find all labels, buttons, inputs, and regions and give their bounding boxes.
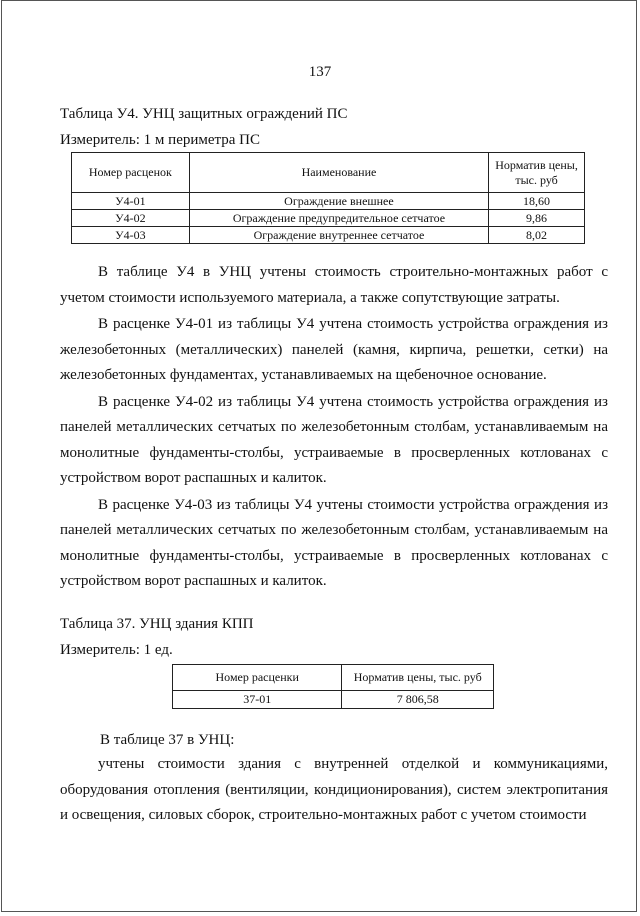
table-row <box>72 210 585 227</box>
rate-price: 9,86 <box>489 210 585 227</box>
table-y4 <box>71 152 585 244</box>
header-name: Наименование <box>189 153 488 193</box>
table-37-unit: Измеритель: 1 ед. <box>60 642 173 658</box>
paragraph: В таблице У4 в УНЦ учтены стоимость строительно-монтажных работ с учетом стоимости используемого материала, а также сопутствующие затраты. <box>60 264 608 306</box>
header-rate-number: Номер расценок <box>72 153 190 193</box>
rate-price: 8,02 <box>489 227 585 244</box>
paragraph: В расценке У4-03 из таблицы У4 учтены стоимости устройства ограждения из панелей металлических сетчатых по железобетонным столбам, устанавливаемым на монолитные фундаменты-столбы, устраиваемые в просверленных котлованах с устройством ворот распашных и калиток. <box>60 496 608 589</box>
rate-price: 7 806,58 <box>342 691 494 709</box>
table-row <box>173 691 494 709</box>
header-price: Норматив цены, тыс. руб <box>342 665 494 691</box>
rate-code: 37-01 <box>173 691 342 709</box>
table-y4-title: Таблица У4. УНЦ защитных ограждений ПС <box>60 106 348 122</box>
rate-name: Ограждение внешнее <box>189 193 488 210</box>
rate-name: Ограждение внутреннее сетчатое <box>189 227 488 244</box>
rate-code: У4-01 <box>72 193 190 210</box>
rate-name: Ограждение предупредительное сетчатое <box>189 210 488 227</box>
paragraph: В расценке У4-02 из таблицы У4 учтена стоимость устройства ограждения из панелей металлических сетчатых по железобетонным столбам, устанавливаемым на монолитные фундаменты-столбы, устраиваемые в просверленных котлованах с устройством ворот распашных и калиток. <box>60 393 608 486</box>
table-header-row <box>173 665 494 691</box>
table-row <box>72 227 585 244</box>
table-row <box>72 193 585 210</box>
table-37 <box>172 664 494 709</box>
header-price: Норматив цены, тыс. руб <box>489 153 585 193</box>
section-37-text-block <box>60 752 608 829</box>
header-rate-number: Номер расценки <box>173 665 342 691</box>
paragraph: учтены стоимости здания с внутренней отделкой и коммуникациями, оборудования отопления (вентиляции, кондиционирования), систем электропитания и освещения, силовых сборок, строительно-монтажных работ с учетом стоимости <box>60 756 608 823</box>
table-y4-unit: Измеритель: 1 м периметра ПС <box>60 132 261 148</box>
table-37-title: Таблица 37. УНЦ здания КПП <box>60 616 254 632</box>
section-37-intro: В таблице 37 в УНЦ: <box>100 732 235 748</box>
table-y4-notes <box>60 260 608 595</box>
rate-code: У4-02 <box>72 210 190 227</box>
table-header-row <box>72 153 585 193</box>
rate-code: У4-03 <box>72 227 190 244</box>
page-number: 137 <box>308 64 332 80</box>
paragraph: В расценке У4-01 из таблицы У4 учтена стоимость устройства ограждения из железобетонных (металлических) панелей (камня, кирпича, решетки, сетки) на железобетонных фундаментах, устанавливаемых на щебеночное основание. <box>60 316 608 383</box>
rate-price: 18,60 <box>489 193 585 210</box>
